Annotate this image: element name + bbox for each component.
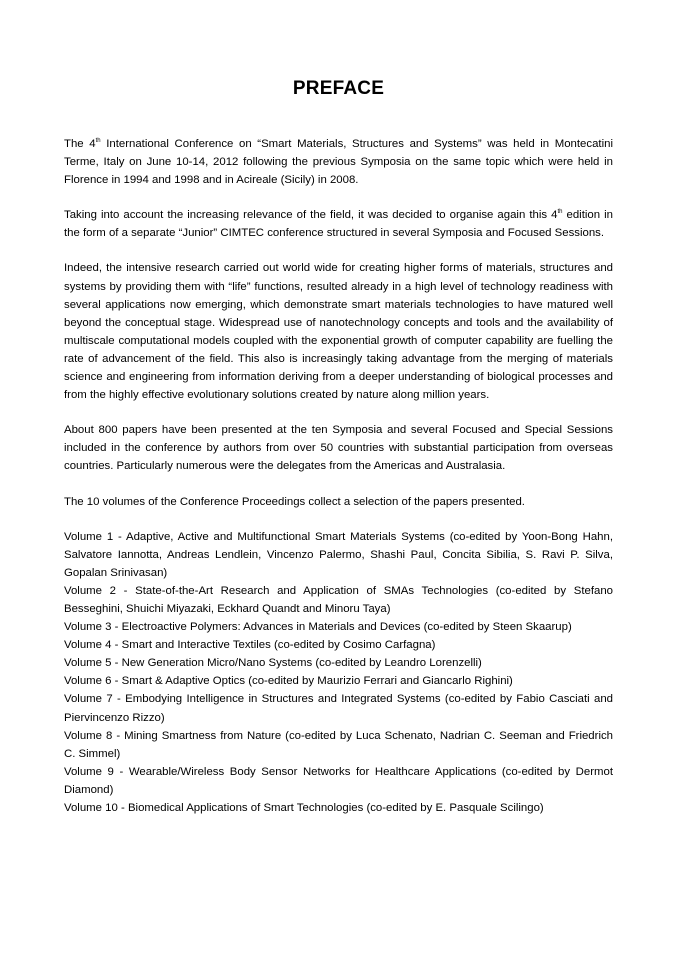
volume-item: Volume 3 - Electroactive Polymers: Advances in Materials and Devices (co-edited by Steen Skaarup) <box>64 621 572 634</box>
paragraph-research: Indeed, the intensive research carried out world wide for creating higher forms of materials, structures and systems by providing them with “life” functions, resulted already in a high level of technology readiness with several applications now emerging, which demonstrate smart materials technologies to have matured well beyond the conceptual stage. Widespread use of nanotechnology concepts and tools and the availability of multiscale computational models coupled with the exponential growth of computer capability are fuelling the rate of advancement of the field. This also is increasingly taking advantage from the merging of materials science and engineering from information deriving from a deeper understanding of biological processes and from the highly effective evolutionary solutions created by nature along million years. <box>64 262 613 402</box>
paragraph-conference-intro <box>64 135 613 189</box>
volume-item: Volume 5 - New Generation Micro/Nano Systems (co-edited by Leandro Lorenzelli) <box>64 657 482 670</box>
volumes-list <box>64 528 613 818</box>
volume-item: Volume 2 - State-of-the-Art Research and Application of SMAs Technologies (co-edited by Stefano Besseghini, Shuichi Miyazaki, Eckhard Quandt and Minoru Taya) <box>64 584 613 615</box>
volume-item: Volume 6 - Smart & Adaptive Optics (co-edited by Maurizio Ferrari and Giancarlo Righini) <box>64 675 513 688</box>
paragraph-volumes-intro: The 10 volumes of the Conference Proceedings collect a selection of the papers presented. <box>64 495 525 508</box>
document-page <box>64 78 613 817</box>
paragraph-text: edition in the form of a separate “Junior” CIMTEC conference structured in several Symposia and Focused Sessions. <box>64 209 613 240</box>
paragraph-text: The 4 <box>64 138 96 150</box>
paragraph-participation: About 800 papers have been presented at the ten Symposia and several Focused and Special Sessions included in the conference by authors from over 50 countries with substantial participation from overseas countries. Particularly numerous were the delegates from the Americas and Australasia. <box>64 424 613 473</box>
ordinal-superscript: th <box>95 138 101 144</box>
volume-item: Volume 7 - Embodying Intelligence in Structures and Integrated Systems (co-edited by Fabio Casciati and Piervincenzo Rizzo) <box>64 693 613 724</box>
volume-item: Volume 4 - Smart and Interactive Textiles (co-edited by Cosimo Carfagna) <box>64 639 436 652</box>
paragraph-text: Taking into account the increasing relevance of the field, it was decided to organise again this 4 <box>64 209 558 222</box>
paragraph-edition <box>64 206 613 242</box>
volume-item: Volume 1 - Adaptive, Active and Multifunctional Smart Materials Systems (co-edited by Yoon-Bong Hahn, Salvatore Iannotta, Andreas Lendlein, Vincenzo Palermo, Shashi Paul, Concita Sibilia, S. Ravi P. Silva, Gopalan Srinivasan) <box>64 530 613 579</box>
volume-item: Volume 8 - Mining Smartness from Nature (co-edited by Luca Schenato, Nadrian C. Seeman and Friedrich C. Simmel) <box>64 729 613 760</box>
page-title: PREFACE <box>292 78 385 99</box>
volume-item: Volume 10 - Biomedical Applications of Smart Technologies (co-edited by E. Pasquale Scilingo) <box>64 802 544 814</box>
volume-item: Volume 9 - Wearable/Wireless Body Sensor Networks for Healthcare Applications (co-edited by Dermot Diamond) <box>64 765 613 796</box>
ordinal-superscript: th <box>557 209 563 216</box>
paragraph-text: International Conference on “Smart Materials, Structures and Systems” was held in Montecatini Terme, Italy on June 10-14, 2012 following the previous Symposia on the same topic which were held in Florence in 1994 and 1998 and in Acireale (Sicily) in 2008. <box>64 138 613 187</box>
